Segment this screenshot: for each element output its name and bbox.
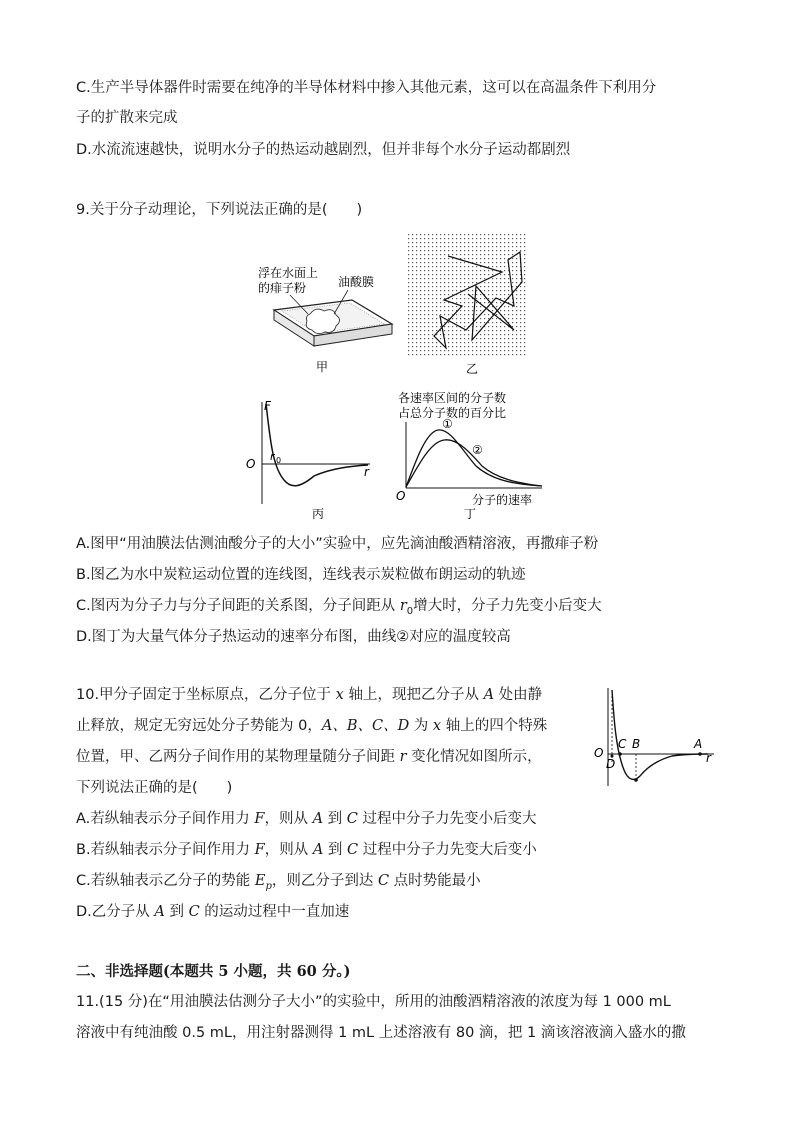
figure-ding [392, 390, 552, 522]
q10-stem-line4: 下列说法正确的是( ) [76, 780, 233, 796]
curve-2-label: ② [472, 443, 483, 457]
caption-yi: 乙 [466, 362, 479, 376]
q9-stem: 9.关于分子动理论，下列说法正确的是( ) [76, 202, 363, 218]
origin-o: O [396, 489, 406, 503]
figure-yi [404, 230, 534, 378]
q10-stem-line3: 位置，甲、乙两分子间作用的某物理量随分子间距 r 变化情况如图所示， [76, 749, 542, 765]
q10-option-b: B.若纵轴表示分子间作用力 F，则从 A 到 C 过程中分子力先变大后变小 [76, 842, 537, 858]
figure-jia [246, 258, 406, 376]
q10-stem-line2: 止释放，规定无穷远处分子势能为 0，A、B、C、D 为 x 轴上的四个特殊 [76, 718, 548, 734]
origin-o: O [594, 746, 604, 760]
label-r0: r [270, 450, 275, 463]
q9-option-a: A.图甲“用油膜法估测油酸分子的大小”实验中，应先滴油酸酒精溶液，再撒痱子粉 [76, 536, 599, 552]
q11-line2: 溶液中有纯油酸 0.5 mL，用注射器测得 1 mL 上述溶液有 80 滴，把 1 滴该溶液滴入盛水的撒 [76, 1025, 686, 1041]
q9-option-d: D.图丁为大量气体分子热运动的速率分布图，曲线②对应的温度较高 [76, 629, 511, 645]
section-heading: 二、非选择题(本题共 5 小题，共 60 分。) [76, 963, 351, 980]
q11-line1: 11.(15 分)在“用油膜法估测分子大小”的实验中，所用的油酸酒精溶液的浓度为每 1 000 mL [76, 994, 671, 1010]
q9-option-c: C.图丙为分子力与分子间距的关系图，分子间距从 $r_0$增大时，分子力先变小后变大 [76, 598, 602, 617]
q8-option-c-line2: 子的扩散来完成 [76, 110, 178, 126]
q8-option-c-line1: C.生产半导体器件时需要在纯净的半导体材料中掺入其他元素，这可以在高温条件下利用分 [76, 80, 657, 96]
xlabel-speed: 分子的速率 [472, 493, 533, 507]
q8-option-d: D.水流流速越快，说明水分子的热运动越剧烈，但并非每个水分子运动都剧烈 [76, 142, 571, 158]
caption-ding: 丁 [464, 507, 477, 521]
q10-option-a: A.若纵轴表示分子间作用力 F，则从 A 到 C 过程中分子力先变小后变大 [76, 811, 537, 827]
q10-option-d: D.乙分子从 A 到 C 的运动过程中一直加速 [76, 904, 350, 920]
label-oil-film: 油酸膜 [338, 275, 375, 289]
axis-r: r [706, 751, 711, 765]
point-c: C [618, 737, 627, 751]
figure-bing [242, 396, 382, 520]
label-powder-line1: 浮在水面上 [258, 266, 319, 280]
label-r0-sub: 0 [276, 456, 282, 465]
figure-q10 [590, 684, 720, 794]
q10-option-c: C.若纵轴表示乙分子的势能 $E_p$，则乙分子到达 C 点时势能最小 [76, 873, 481, 892]
point-d: D [606, 757, 616, 771]
point-a: A [694, 737, 703, 751]
q9-option-b: B.图乙为水中炭粒运动位置的连线图，连线表示炭粒做布朗运动的轨迹 [76, 567, 526, 583]
origin-o: O [246, 457, 256, 471]
q10-stem-line1: 10.甲分子固定于坐标原点，乙分子位于 x 轴上，现把乙分子从 A 处由静 [76, 687, 543, 703]
point-b: B [632, 737, 641, 751]
label-powder-line2: 的痱子粉 [258, 281, 307, 295]
caption-jia: 甲 [316, 360, 329, 374]
curve-1-label: ① [442, 417, 453, 431]
ylabel-line2: 占总分子数的百分比 [398, 406, 507, 420]
axis-r: r [364, 465, 369, 479]
axis-f: F [264, 399, 271, 413]
caption-bing: 丙 [312, 507, 325, 520]
ylabel-line1: 各速率区间的分子数 [398, 391, 507, 405]
